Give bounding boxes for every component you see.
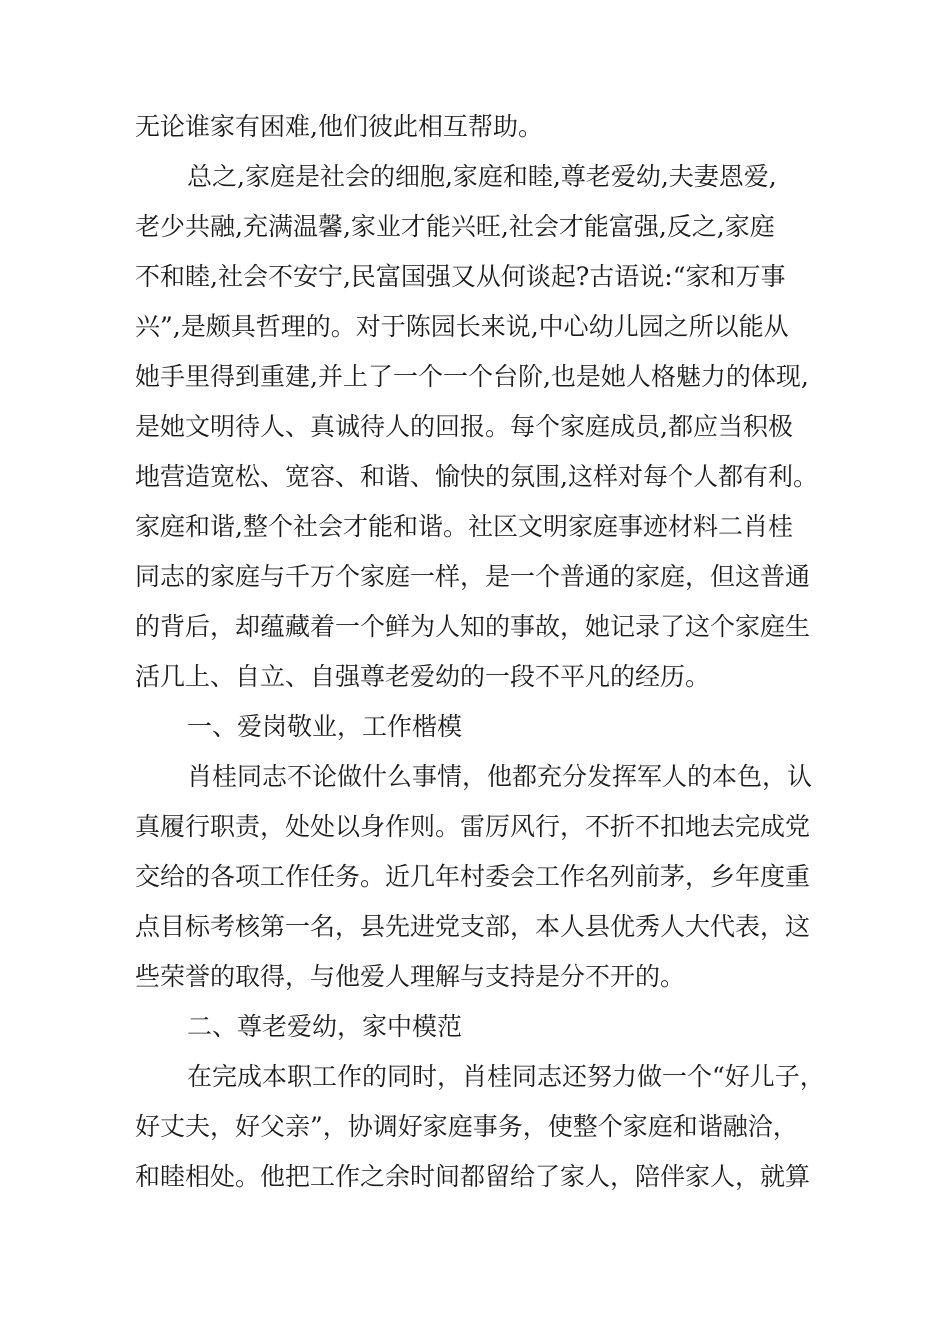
paragraph-line: 在完成本职工作的同时，肖桂同志还努力做一个“好儿子， xyxy=(187,1062,825,1091)
text-line: 活几上、自立、自强尊老爱幼的一段不平凡的经历。 xyxy=(135,662,711,691)
paragraph-line: 肖桂同志不论做什么事情，他都充分发挥军人的本色，认 xyxy=(187,762,813,791)
section-heading: 二、尊老爱幼，家中模范 xyxy=(187,1012,463,1041)
paragraph-line: 总之,家庭是社会的细胞,家庭和睦,尊老爱幼,夫妻恩爱, xyxy=(187,162,777,191)
text-line: 老少共融,充满温馨,家业才能兴旺,社会才能富强,反之,家庭 xyxy=(135,212,775,241)
text-line: 的背后，却蕴藏着一个鲜为人知的事故，她记录了这个家庭生 xyxy=(135,612,811,641)
document-body xyxy=(135,102,835,1202)
section-heading: 一、爱岗敬业，工作楷模 xyxy=(187,712,463,741)
text-line: 无论谁家有困难,他们彼此相互帮助。 xyxy=(135,112,543,141)
text-line: 不和睦,社会不安宁,民富国强又从何谈起?古语说:“家和万事 xyxy=(135,262,786,291)
text-line: 兴”,是颇具哲理的。对于陈园长来说,中心幼儿园之所以能从 xyxy=(135,312,789,341)
text-line: 交给的各项工作任务。近几年村委会工作名列前茅，乡年度重 xyxy=(135,862,811,891)
text-line: 同志的家庭与千万个家庭一样，是一个普通的家庭，但这普通 xyxy=(135,562,811,591)
text-line: 和睦相处。他把工作之余时间都留给了家人，陪伴家人，就算 xyxy=(135,1162,811,1191)
text-line: 好丈夫，好父亲”，协调好家庭事务，使整个家庭和谐融洽， xyxy=(135,1112,798,1141)
text-line: 她手里得到重建,并上了一个一个台阶,也是她人格魅力的体现, xyxy=(135,362,809,391)
text-line: 点目标考核第一名，县先进党支部，本人县优秀人大代表，这 xyxy=(135,912,811,941)
text-line: 是她文明待人、真诚待人的回报。每个家庭成员,都应当积极 xyxy=(135,412,793,441)
text-line: 真履行职责，处处以身作则。雷厉风行，不折不扣地去完成党 xyxy=(135,812,811,841)
text-line: 些荣誉的取得，与他爱人理解与支持是分不开的。 xyxy=(135,962,686,991)
text-line: 地营造宽松、宽容、和谐、愉快的氛围,这样对每个人都有利。 xyxy=(135,462,818,491)
text-line: 家庭和谐,整个社会才能和谐。社区文明家庭事迹材料二肖桂 xyxy=(135,512,793,541)
